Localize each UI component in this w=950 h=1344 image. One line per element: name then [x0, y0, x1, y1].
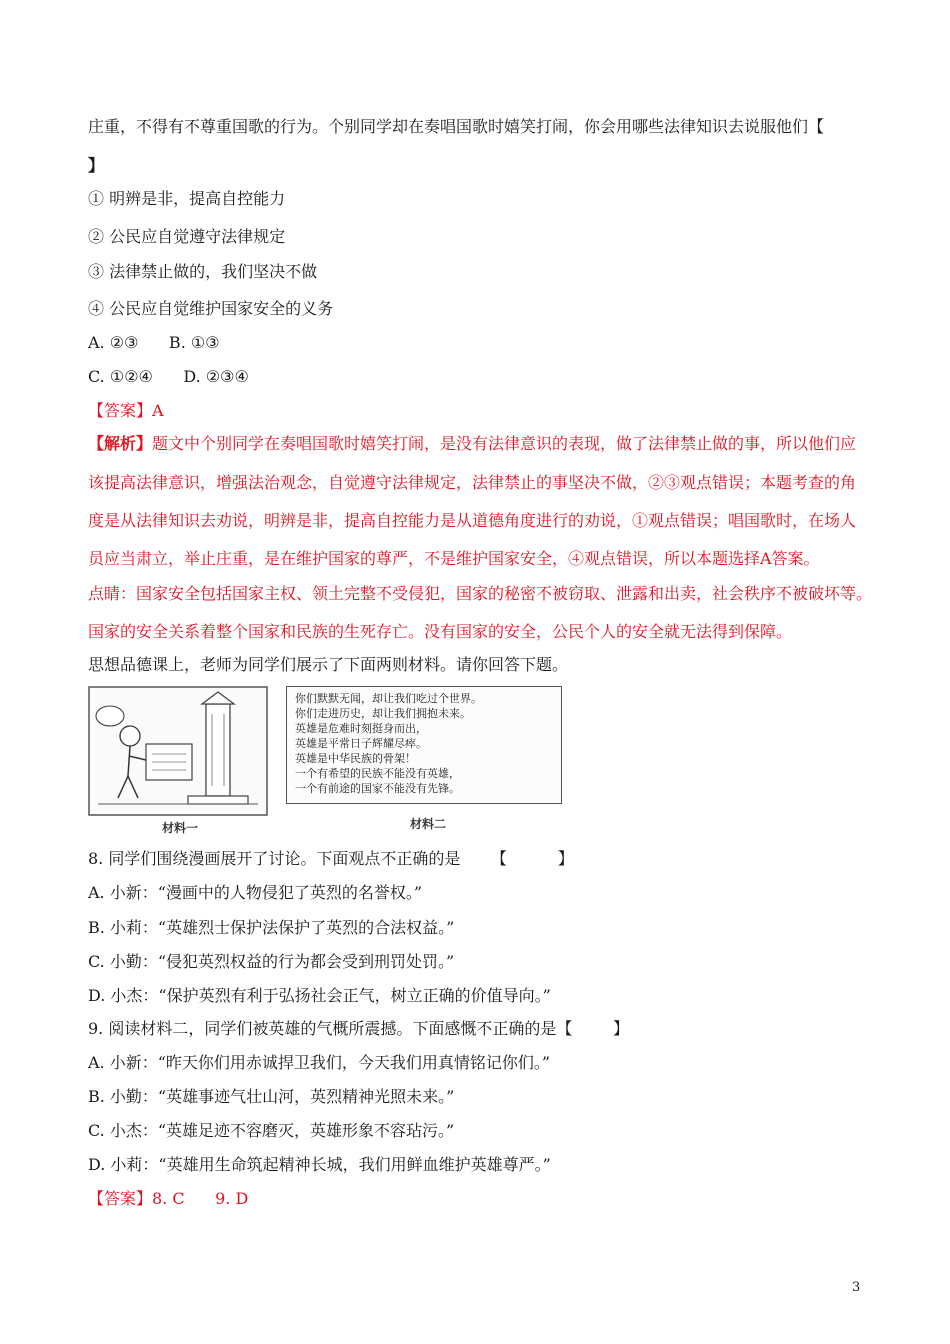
q9-option-d: D. 小莉：“英雄用生命筑起精神长城，我们用鲜血维护英雄尊严。” — [88, 1155, 551, 1174]
q8-q9-answer: 【答案】8. C 9. D — [88, 1189, 249, 1208]
analysis-line-4: 员应当肃立，举止庄重，是在维护国家的尊严，不是维护国家安全，④观点错误，所以本题选择A答案。 — [88, 549, 820, 568]
material-2-line: 英雄是中华民族的骨架！ — [295, 752, 416, 765]
q7-answer: 【答案】A — [88, 401, 164, 420]
q8-option-d: D. 小杰：“保护英烈有利于弘扬社会正气，树立正确的价值导向。” — [88, 986, 551, 1005]
material-2-line: 一个有前途的国家不能没有先锋。 — [295, 782, 460, 795]
analysis-line-6: 国家的安全关系着整个国家和民族的生死存亡。没有国家的安全，公民个人的安全就无法得到保障。 — [88, 622, 793, 641]
context-text: 思想品德课上，老师为同学们展示了下面两则材料。请你回答下题。 — [88, 655, 569, 674]
q9-option-c: C. 小杰：“英雄足迹不容磨灭，英雄形象不容玷污。” — [88, 1121, 455, 1140]
material-2-box — [286, 686, 562, 804]
material-1-cartoon — [88, 686, 268, 816]
materials-figure — [88, 683, 564, 835]
material-2-line: 一个有希望的民族不能没有英雄， — [295, 767, 460, 780]
q9-option-b: B. 小勤：“英雄事迹气壮山河，英烈精神光照未来。” — [88, 1087, 455, 1106]
q8-stem: 8. 同学们围绕漫画展开了讨论。下面观点不正确的是 【 】 — [88, 849, 574, 868]
material-2-line: 英雄是危难时刻挺身而出， — [295, 722, 427, 735]
analysis-line-3: 度是从法律知识去劝说，明辨是非，提高自控能力是从道德角度进行的劝说，①观点错误；唱国歌时，在场人 — [88, 511, 857, 530]
material-1-caption: 材料一 — [162, 821, 199, 835]
material-2-line: 你们默默无闻，却让我们吃过个世界。 — [295, 692, 482, 705]
q8-option-a: A. 小新：“漫画中的人物侵犯了英烈的名誉权。” — [88, 883, 423, 902]
item-3: ③ 法律禁止做的，我们坚决不做 — [88, 262, 318, 281]
material-2-caption: 材料二 — [410, 817, 447, 831]
q9-stem: 9. 阅读材料二，同学们被英雄的气概所震撼。下面感慨不正确的是【 】 — [88, 1019, 630, 1038]
analysis-tag: 【解析】 — [88, 434, 153, 453]
item-4: ④ 公民应自觉维护国家安全的义务 — [88, 299, 334, 318]
material-2-line: 你们走进历史，却让我们拥抱未来。 — [295, 707, 471, 720]
q7-options-row-1: A. ②③ B. ①③ — [88, 333, 220, 352]
intro-line-1: 庄重，不得有不尊重国歌的行为。个别同学却在奏唱国歌时嬉笑打闹，你会用哪些法律知识去说服他们【 — [88, 117, 825, 136]
analysis-line-5: 点睛：国家安全包括国家主权、领土完整不受侵犯，国家的秘密不被窃取、泄露和出卖，社会秩序不被破坏等。 — [88, 584, 873, 603]
q7-options-row-2: C. ①②④ D. ②③④ — [88, 367, 249, 386]
analysis-line-2: 该提高法律意识，增强法治观念，自觉遵守法律规定，法律禁止的事坚决不做，②③观点错误；本题考查的角 — [88, 473, 857, 492]
q8-option-c: C. 小勤：“侵犯英烈权益的行为都会受到刑罚处罚。” — [88, 952, 455, 971]
q8-option-b: B. 小莉：“英雄烈士保护法保护了英烈的合法权益。” — [88, 918, 455, 937]
material-2-line: 英雄是平常日子辉耀尽瘁。 — [295, 737, 427, 750]
analysis-line-1 — [88, 433, 856, 455]
page-number: 3 — [852, 1280, 861, 1295]
item-2: ② 公民应自觉遵守法律规定 — [88, 227, 286, 246]
intro-line-2: 】 — [88, 156, 105, 175]
analysis-text-1: 题文中个别同学在奏唱国歌时嬉笑打闹，是没有法律意识的表现，做了法律禁止做的事，所以他们应 — [152, 434, 857, 453]
q9-option-a: A. 小新：“昨天你们用赤诚捍卫我们，今天我们用真情铭记你们。” — [88, 1053, 551, 1072]
item-1: ① 明辨是非，提高自控能力 — [88, 189, 286, 208]
